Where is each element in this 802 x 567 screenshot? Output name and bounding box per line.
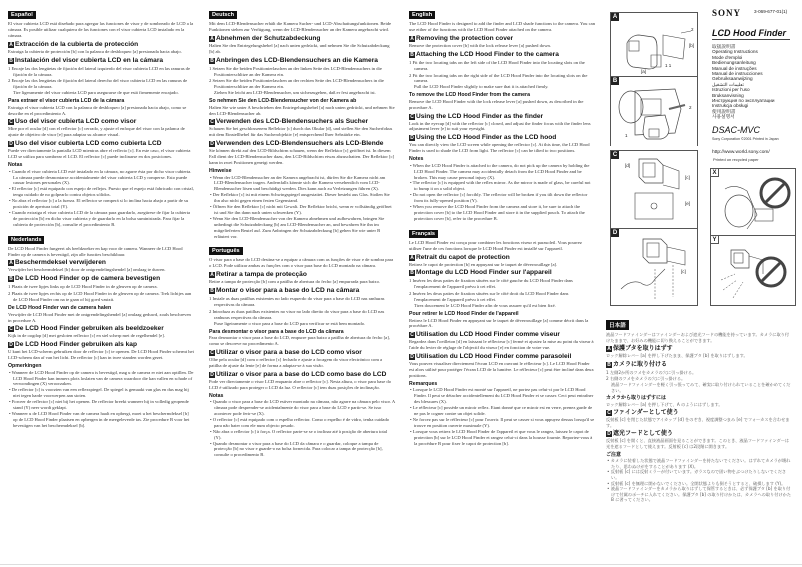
section-text: Kijk in de oogdop [d] met gesloten reflector [c] en stel scherp met de regelhendel [e]. (8, 333, 165, 339)
section-text: Extraiga el visor cubierta LCD con la palanca de desbloqueo [a] presionada hacia abajo, como se describe en el procedimiento A. (8, 104, 187, 116)
section-heading-c: C ファインダーとして使う (607, 410, 679, 417)
note-item: • Der Reflektor [c] ist mit einem Schwingspiegel ausgestattet. Dieser besteht aus Glas. Stoßen Sie ihn also nicht gegen einen festen Gegenstand. (210, 192, 390, 204)
section-text: Para desmontar o visor para a base do LCD, empurre para baixo a patilha de abertura do fecho [a], como se descreve no procedimento A. (209, 335, 390, 347)
step-2: 2 Encaje las dos lengüetas de fijación del lateral derecho del visor cubierta LCD en las ranuras de fijación de la cámara. (8, 78, 188, 90)
step-2-note: Puxe ligeiramente o visor para a base do LCD para verificar se está bem montado. (214, 320, 366, 326)
section-text: Remove the LCD Hood Finder with the lock release lever [a] pushed down, as described in the procedure A. (409, 98, 584, 110)
step-c-icon: C (9, 119, 13, 126)
section-heading-b: B Instalación del visor cubierta LCD en la cámara (9, 56, 164, 64)
subheading: カメラから取りはずすには (606, 395, 667, 402)
note-item: • Lorsque vous retirez le LCD Hood Finder de l'appareil et que vous le rangez, laissez le capot de protection [b] sur le LCD Hood Finder et rangez celui-ci dans la housse fournie. Reportez-vous à la procédure B pour fixer le capot de protection [b]. (410, 428, 593, 446)
section-heading-c: C Utilisation du LCD Hood Finder comme viseur (410, 331, 560, 339)
language-item: Operating Instructions (712, 49, 758, 55)
model-number: DSAC-MVC (712, 125, 761, 135)
note-item: • El reflector [c] está equipado con espejo de reflejos. Puesto que el espejo está fabricado con cristal, tenga cuidado de no golpearlo contra objetos sólidos. (9, 186, 194, 198)
section-heading-c: C Utilizar o visor para a base do LCD como visor (210, 349, 362, 357)
language-item: Инструкция по эксплуатации (712, 98, 775, 104)
intro-text: The LCD Hood Finder is designed to add the finder and LCD shade functions to the camera. You can use either of the functions with the LCD Hood Finder attached on the camera. (409, 21, 596, 32)
step-b-icon: B (210, 57, 214, 64)
column-deutsch-portugues (209, 0, 395, 567)
callout-b: [b] (689, 43, 695, 48)
figure-d (610, 228, 698, 306)
note-item: • Cuando extraiga el visor cubierta LCD de la cámara para guardarlo, asegúrese de fijar la cubierta de protección [b] en dicho visor cubierta y de guardarlo en la bolsa suministrada. Para fijar la cubierta de protección [b], consulte el procedimiento B. (9, 209, 191, 227)
notes-heading: Hinweise (209, 168, 232, 174)
section-heading-b: B Montar o visor para a base do LCD na câmara (210, 287, 360, 295)
japanese-section (606, 312, 791, 503)
section-text: Verwijder de LCD Hood Finder met de ontgrendelingshendel [a] omlaag geduwd, zoals beschreven in procedure A. (8, 311, 191, 323)
section-text: Mire por el ocular [d] con el reflector [c] cerrado, y ajuste el enfoque del visor con la palanca de ajuste de objetivo de visor [e] para adaptar su alcance visual. (8, 126, 185, 138)
step-1: 1 Encaje las dos lengüetas de fijación del lateral izquierdo del visor cubierta LCD en las ranuras de fijación de la cámara. (8, 65, 191, 77)
lcd-hood-usage-illustration-icon (611, 229, 699, 307)
section-heading-c: C De LCD Hood Finder gebruiken als beeldzoeker (9, 325, 164, 333)
step-1: 1 Fit the two locating tabs on the left side of the LCD Hood Finder into the locating slots on the camera. (409, 59, 585, 71)
section-text: Schauen Sie bei geschlossenem Reflektor [c] durch das Okular [d], und stellen Sie den Sucherfokus mit dem Einstellhebel für das Sucherobjektiv [e] entsprechend Ihrer Sehstärke ein. (209, 126, 393, 138)
section-heading-a: A Beschermdeksel verwijderen (9, 259, 106, 267)
language-list (712, 44, 775, 120)
step-2: 2 Insérez les deux pattes de fixation situées sur le côté droit du LCD Hood Finder dans l'emplacement de l'appareil prévu à cet effet. (409, 291, 569, 303)
step-b-icon: B (410, 51, 414, 58)
note-item: • Cuando el visor cubierta LCD esté instalado en la cámara, no agarre ésta por dicho visor cubierta. La cámara puede desmontarse accidentalmente del visor cubierta LCD y romperse. Esto puede causar lesiones personales (X). (9, 168, 192, 186)
lang-label-nederlands: Nederlands (8, 236, 44, 244)
step-c-icon: C (410, 332, 414, 339)
step-2: 2 Fit the two locating tabs on the right side of the LCD Hood Finder into the locating slots on the camera. (409, 72, 588, 84)
subheading: De LCD Hood Finder van de camera halen (8, 305, 112, 312)
step-c-icon: C (9, 326, 13, 333)
intro-text: Mit dem LCD-Blendensucher erhält die Kamera Sucher- und LCD-Abschattungsfunktionen. Beide Funktionen stehen zur Verfügung, wenn der LCD-Blendensucher an der Kamera angebracht wird. (209, 21, 392, 32)
document-title: LCD Hood Finder (712, 28, 790, 40)
callout-2: 2 (691, 27, 694, 32)
step-c-icon: C (210, 119, 214, 126)
language-item: 取扱説明書 (712, 44, 736, 49)
step-d-icon: D (9, 342, 13, 349)
section-text: U kunt het LCD-scherm gebruiken door de reflector [c] te openen. De LCD Hood Finder schermt het LCD-scherm dan af van het licht. De reflector [c] kan in twee standen worden gezet. (8, 349, 194, 361)
language-item: تعليمات التشغيل (712, 81, 744, 87)
section-text: Remove the protection cover [b] with the lock release lever [a] pushed down. (409, 42, 551, 48)
step-d-icon: D (410, 354, 414, 361)
column-figures-cover (602, 0, 802, 567)
step-d-icon: D (210, 371, 214, 378)
figure-b (610, 76, 698, 146)
step-d-icon: D (410, 135, 414, 142)
lang-label-english: English (409, 11, 435, 19)
section-heading-d: D 遮光フードとして使う (607, 431, 673, 438)
section-heading-a: A Retrait du capot de protection (410, 253, 510, 261)
subheading: To remove the LCD Hood Finder from the camera (409, 92, 530, 99)
section-text: Retirez le capot de protection [b] en appuyant sur le taquet de déverrouillage [a]. (409, 261, 558, 267)
section-text: Olhe pela ocular [d] com o reflector [c] fechado e ajuste a focagem do visor electrónico com a patilha de ajuste da lente [e] de forma a adaptar-se à sua visão. (209, 357, 383, 368)
step-2-note: Tire ligeramente del visor cubierta LCD para asegurarse de que está firmemente encajado. (13, 90, 179, 96)
note-item: • Wanneer u de LCD Hood Finder van de camera haalt en opbergt, moet u het beschermdeksel [b] op de LCD Hood Finder plaatsen en opbergen in de meegeleverde tas. Zie procedure B voor het bevestigen van het beschermdeksel [b]. (9, 410, 190, 428)
section-heading-d: D Using the LCD Hood Finder as the LCD hood (410, 134, 557, 142)
step-1: 1 Setzen Sie die beiden Positionierlaschen an der linken Seite des LCD-Blendensuchers in die Positionierschlitze an der Kamera ein. (209, 65, 382, 77)
column-english-francais (409, 0, 595, 567)
section-heading-d: D Utilisation du LCD Hood Finder comme parasoleil (410, 353, 572, 361)
lang-label-francais: Français (409, 230, 438, 238)
step-2: 2 Introduza as duas patilhas existentes no visor no lado direito do visor para a base do LCD nas ranhuras respectivas da câmara. (209, 309, 385, 320)
website-link[interactable]: http://www.world.sony.com/ (712, 150, 770, 155)
section-text: Extraiga la cubierta de protección [b] con la palanca de desbloqueo [a] presionada hacia abajo. (8, 48, 182, 54)
figure-c-label: C (612, 152, 618, 158)
notes-heading: Notas (209, 392, 224, 399)
section-text: Halten Sie den Entriegelungshebel [a] nach unten gedrückt, und nehmen Sie die Schutzabdeckung [b] ab. (209, 42, 390, 54)
step-b-icon: B (210, 288, 214, 295)
language-item: Manual de instrucciones (712, 71, 763, 77)
note-item: • Do not open the reflector [c] forcibly. The reflector will be broken if you tilt down the reflector from its fully-opened position (Y). (410, 192, 588, 204)
intro-text: De LCD Hood Finder fungeert als beeldzoeker en kap voor de camera. Wanneer de LCD Hood Finder op de camera is bevestigd, zijn alle functies beschikbaar. (8, 245, 183, 257)
section-text: ロック解除レバー [a] を押し下げて、A のようにはずします。 (606, 401, 723, 407)
section-heading-b: B Anbringen des LCD-Blendensuchers an die Kamera (210, 56, 378, 64)
step-1: 1 左側2か所のツメをカメラの穴に引っ掛ける。 (606, 369, 697, 375)
note-item: • No abra el reflector [c] a la fuerza. El reflector se romperá si lo inclina hacia abajo a partir de su posición de apertura total (Y). (9, 198, 189, 210)
callout-c: [c] (685, 175, 690, 180)
section-text: 反射板 [c] を開くと、直接液晶画面を見ることができます。このとき、液晶フードファインダーは光を遮るフードとして使えます。反射板 [c] は2段階に開きます。 (606, 438, 790, 450)
section-text: ロック解除レバー [a] を押し下げたまま、保護ブタ [b] を取りはずします。 (606, 353, 748, 359)
section-text: Vous pouvez visualiser directement l'écran LCD en ouvrant le réflecteur [c]. Le LCD Hood Finder est alors utilisé pour protéger l'écran LCD de la lumière. Le réflecteur [c] peut être incliné dans deux positions. (409, 361, 594, 378)
step-1: 1 Insérez les deux pattes de fixation situées sur le côté gauche du LCD Hood Finder dans l'emplacement de l'appareil prévu à cet effet. (409, 278, 573, 290)
notes-heading: Notas (8, 162, 23, 169)
intro-text: El visor cubierta LCD está diseñado para agregar las funciones de visor y de sombreado de LCD a la cámara. Es posible utilizar cualquiera de las funciones con el visor cubierta LCD instalado en la cámara. (8, 21, 194, 38)
language-item: Bedienungsanleitung (712, 60, 756, 66)
figure-a (610, 12, 698, 76)
step-2-note: 液晶フードファインダーを軽く引っ張ってみて、確実に取り付けられていることを確かめてください。 (611, 381, 791, 393)
subheading: So nehmen Sie den LCD-Blendensucher von der Kamera ab (209, 98, 357, 105)
step-c-icon: C (410, 113, 414, 120)
notes-heading: Notes (409, 156, 424, 163)
section-heading-b: B Montage du LCD Hood Finder sur l'appareil (410, 269, 552, 277)
part-number: 3-069-677-01(1) (754, 9, 788, 14)
step-2-note: Tirez doucement le LCD Hood Finder afin de vous assurer qu'il est bien fixé. (414, 303, 556, 309)
step-1: 1 Plaats de twee lipjes links op de LCD Hood Finder in de gleuven op de camera. (8, 284, 158, 290)
figure-x (710, 168, 796, 236)
step-2: 2 右側のツメをカメラの穴に引っ掛ける。 (606, 376, 686, 382)
callout-1: 1 (625, 133, 628, 138)
callout-1: 1 1 (665, 63, 672, 68)
section-heading-a: A Retirar a tampa de protecção (210, 271, 307, 279)
figure-a-label: A (612, 14, 618, 20)
step-1: 1 Instale as duas patilhas existentes no lado esquerdo do visor para a base do LCD nas ranhuras respectivas da câmara. (209, 296, 385, 308)
note-item: • Le réflecteur [c] possède un miroir reflex. Etant donné que ce miroir est en verre, prenez garde de ne pas le cogner contre un objet solide. (410, 405, 593, 416)
note-item: • Lorsque le LCD Hood Finder est monté sur l'appareil, ne portez pas celui-ci par le LCD Hood Finder. Il peut se détacher accidentellement du LCD Hood Finder et se casser. Ceci peut entraîner des blessures (X). (410, 387, 594, 405)
section-heading-a: A Removing the protection cover (410, 34, 514, 42)
subheading: Para desmontar o visor para a base do LCD da câmara (209, 328, 344, 335)
language-item: Bruksanvisning (712, 92, 744, 98)
step-a-icon: A (9, 260, 13, 267)
section-heading-c: C Uso del visor cubierta LCD como visor (9, 118, 137, 126)
intro-text: O visor para a base do LCD destina-se a equipar a câmara com as funções de visor e de sombra para o LCD. Pode utilizar ambas as funções com o visor para base do LCD montado na câmara. (209, 257, 394, 269)
section-text: 反射板 [c] を閉じた状態でアイカップ [d] をのぞき、視度調整つまみ [e] でフォーカスを合わせます。 (606, 417, 790, 428)
step-b-icon: B (9, 276, 13, 283)
note-item: • カメラに装着した状態で液晶フードファインダーを持たないでください。はずれてカメラが壊れたり、思わぬけがをすることがあります (X)。 (607, 458, 791, 469)
language-item: 사용설명서 (712, 114, 735, 120)
note-item: • When you remove the LCD Hood Finder from the camera and store it, be sure to attach the protection cover [b] to the LCD Hood Finder and store it in the supplied pouch. To attach the protection cover [b], refer to the procedure B. (410, 204, 585, 221)
notes-heading: Opmerkingen (8, 363, 42, 370)
note-item: • Quando o visor para a base do LCD estiver montado na câmara, não agarre na câmara pelo visor. A câmara pode desprender-se acidentalmente do visor para a base do LCD e partir-se. Se isso acontecer pode ferir-se (X). (210, 399, 395, 416)
section-heading-c: C Using the LCD Hood Finder as the finder (410, 112, 544, 120)
section-heading-b: B De LCD Hood Finder op de camera bevestigen (9, 275, 161, 283)
brand-logo: SONY (712, 8, 742, 18)
prohibited-tilting-illustration-icon (711, 236, 797, 306)
note-item: • 反射板 [c] を無理に開かないでください。全開状態よりも倒そうとすると、破損します (Y)。 (607, 480, 786, 486)
step-2: 2 Plaats de twee lipjes rechts op de LCD Hood Finder in de gleuven op de camera. Trek lichtjes aan de LCD Hood Finder om na te gaan of hij goed vastzit. (8, 291, 192, 303)
callout-e: [e] (685, 201, 691, 206)
section-text: Puede ver directamente la pantalla LCD mientras abre el reflecto [c]. En este caso, el visor cubierta LCD se utiliza para sombrear el LCD. El reflector [c] puede inclinarse en dos posiciones. (8, 148, 191, 160)
section-heading-d: D Verwenden des LCD-Blendensuchers als LCD-Blende (210, 140, 384, 148)
note-item: • Wenn Sie den LCD-Blendensucher von der Kamera abnehmen und aufbewahren, bringen Sie unbedingt die Schutzabdeckung [b] am LCD-Blendensucher an, und bewahren Sie ihn im mitgelieferten Beutel auf. Zum Anbringen der Schutzabdeckung [b] gehen Sie wie unter B erläutert vor. (210, 215, 385, 239)
section-text: Sie können direkt auf den LCD-Bildschirm schauen, wenn der Reflektor [c] geöffnet ist. In diesem Fall dient der LCD-Blendensucher dazu, den LCD-Bildschirm etwas abzuschatten. Der Reflektor [c] kann in zwei Positionen geneigt werden. (209, 148, 395, 166)
step-2-note: Pull the LCD Hood Finder slightly to make sure that it is attached firmly. (414, 84, 549, 90)
figure-c (610, 150, 698, 228)
prohibited-holding-illustration-icon (711, 169, 797, 237)
step-a-icon: A (607, 346, 611, 353)
section-text: Halten Sie wie unter A beschrieben den Entriegelungshebel [a] nach unten gedrückt, und nehmen Sie den LCD-Blendensucher ab. (209, 104, 395, 116)
section-heading-d: D De LCD Hood Finder gebruiken als kap (9, 341, 138, 349)
language-item: Instrukcja obsługi (712, 103, 749, 109)
callout-d: [d] (625, 163, 631, 168)
lang-label-japanese: 日本語 (606, 320, 629, 330)
recycled-paper-note: Printed on recycled paper (713, 157, 759, 162)
section-heading-d: D Utilizar o visor para a base do LCD como base do LCD (210, 370, 387, 378)
page-bottom-rule (0, 564, 802, 565)
note-item: • O reflector [c] está equipado com o espelho reflector. Como o espelho é de vidro, tenha cuidado para não bater com ele num objecto pesado. (210, 416, 390, 428)
lang-label-deutsch: Deutsch (209, 11, 237, 19)
step-d-icon: D (9, 141, 13, 148)
section-heading-b: B Attaching the LCD Hood Finder to the camera (410, 50, 559, 58)
note-item: • When the LCD Hood Finder is attached to the camera, do not pick up the camera by holding the LCD Hood Finder. The camera may accidentally detach from the LCD Hood Finder and be broken. This may cause personal injury (X). (410, 162, 590, 180)
note-item: • Quando desmontar o visor para a base do LCD da câmara e o guardar, coloque a tampa de protecção [b] no visor e guarde-o na bolsa fornecida. Para colocar a tampa de protecção [b], consulte o procedimento B. (210, 440, 383, 458)
step-d-icon: D (607, 431, 611, 438)
step-2-note: Ziehen Sie leicht am LCD-Blendensucher, um sicherzugehen, daß er fest angebracht ist. (214, 90, 376, 96)
step-a-icon: A (210, 272, 214, 279)
step-a-icon: A (9, 41, 13, 48)
section-text: You can directly view the LCD screen while opening the reflector [c]. At this time, the LCD Hood Finder is used to shade the LCD from light. The reflector [c] can be tilted to two positions. (409, 142, 590, 154)
note-item: • Wenn der LCD-Blendensucher an der Kamera angebracht ist, dürfen Sie die Kamera nicht am LCD-Blendensucher tragen. Andernfalls könnte sich die Kamera versehentlich vom LCD-Blendensucher lösen und beschädigt werden. Dies kann auch zu Verletzungen führen (X). (210, 174, 386, 192)
step-a-icon: A (410, 254, 414, 261)
intro-text: Le LCD Hood Finder est conçu pour combiner les fonctions viseur et parasoleil. Vous pourrez utiliser l'une de ces fonctions lorsque le LCD Hood Finder est installé sur l'appareil. (409, 239, 582, 251)
step-a-icon: A (410, 35, 414, 42)
step-b-icon: B (9, 57, 13, 64)
figure-y-label: Y (711, 236, 719, 244)
section-text: Verwijder het beschermdeksel [b] door de ontgrendelingshendel [a] omlaag te duwen. (8, 267, 166, 273)
subheading: Pour retirer le LCD Hood Finder de l'appareil (409, 311, 519, 317)
language-item: Gebruiksaanwijzing (712, 76, 753, 82)
note-item: • Forceer de reflector [c] niet bij het openen. De reflector breekt wanneer hij in volledig geopende stand (Y) neer wordt geklapt. (9, 399, 189, 411)
hood-finder-illustration-icon (611, 13, 699, 77)
note-item: • Wanneer de LCD Hood Finder op de camera is bevestigd, mag u de camera er niet aan optillen. De LCD Hood Finder kan immers plots loslaten van de camera waardoor die kan vallen en schade of verwondingen (X) veroorzaken. (9, 369, 194, 387)
step-a-icon: A (210, 35, 214, 42)
section-text: Retire a tampa de protecção [b] com a patilha de abertura do fecho [a] empurrada para baixo. (209, 279, 381, 285)
lang-label-espanol: Español (8, 11, 36, 19)
notes-heading: Remarques (409, 380, 438, 387)
note-item: • Não abra o reflector [c] à força. O reflector parte-se se o inclinar até à posição de abertura total (Y). (210, 428, 388, 440)
section-text: Regardez dans l'oeilleton [d] en laissant le réflecteur [c] fermé et ajustez la mise au point du viseur à l'aide du levier de réglage de l'objectif du viseur [e] en fonction de votre vue. (409, 339, 594, 351)
step-c-icon: C (210, 350, 214, 357)
callout-2: 2 (689, 105, 692, 110)
language-item: Istruzioni per l'uso (712, 87, 750, 93)
note-item: • 反射板 [c] には反射ミラーが付いています。ガラスなので固い物をぶつけたりしないでください。 (607, 469, 787, 480)
language-item: Manual de instruções (712, 65, 757, 71)
figure-b-label: B (612, 78, 618, 84)
lang-label-portugues: Português (209, 247, 243, 255)
column-espanol-nederlands (8, 0, 194, 567)
note-item: • De reflector [c] is voorzien van een reflexspiegel. De spiegel is gemaakt van glas en dus mag hij niet tegen harde voorwerpen aan stoten. (9, 387, 189, 399)
step-b-icon: B (410, 270, 414, 277)
section-text: Look in the eyecup [d] with the reflector [c] closed, and adjust the finder focus with the finder lens adjustment lever [e] to suit your eyesight. (409, 120, 591, 132)
step-c-icon: C (607, 410, 611, 417)
language-item: 使用說明書 (712, 108, 736, 114)
section-heading-a: A Extracción de la cubierta de protección (9, 40, 139, 48)
section-heading-a: A 保護ブタを取りはずす (607, 346, 673, 353)
step-b-icon: B (607, 361, 611, 368)
note-item: • 液晶フードファインダーをカメラから取りはずして保管するときは、必ず保護ブタ [b] を取り付けて付属のポーチに入れてください。保護ブタ [b] の取り付けかたは、カメラへの取り付けかた B に習ってください。 (607, 486, 791, 503)
note-item: • Öffnen Sie den Reflektor [c] nicht mit Gewalt. Der Reflektor bricht, wenn er vollständig geöffnet ist und Sie ihn dann nach unten schwenken (Y). (210, 204, 392, 215)
step-2: 2 Setzen Sie die beiden Positionierlaschen an der rechten Seite des LCD-Blendensuchers in die Positionierschlitze an der Kamera ein. (209, 78, 384, 90)
section-heading-d: D Uso del visor cubierta LCD como cubierta LCD (9, 140, 162, 148)
section-text: Pode ver directamente o visor LCD enquanto abre o reflector [c]. Nesta altura, o visor para base do LCD é utilizado para proteger o LCD da luz. O reflector [c] tem duas posições de inclinação. (209, 378, 392, 390)
notes-heading: ご注意 (606, 451, 622, 458)
copyright: Sony Corporation ©2001 Printed in Japan (712, 137, 779, 141)
callout-a: [a] (641, 69, 647, 74)
section-heading-b: B カメラに取り付ける (607, 361, 668, 368)
note-item: • The reflector [c] is equipped with the reflex mirror. As the mirror is made of glass, be careful not to bump it on a solid object. (410, 180, 591, 192)
language-item: Mode d'emploi (712, 54, 743, 60)
step-d-icon: D (210, 141, 214, 148)
subheading: Para extraer el visor cubierta LCD de la cámara (8, 98, 125, 105)
figure-y (710, 236, 796, 306)
section-heading-c: C Verwenden des LCD-Blendensuchers als Sucher (210, 118, 369, 126)
section-heading-a: A Abnehmen der Schutzabdeckung (210, 34, 321, 42)
callout-c: [c] (681, 269, 686, 274)
intro-text: 液晶フードファインダーはファインダーおよび遮光フードの機能を持っています。カメラに取り付けたままで、お好みの機能に切り換えることができます。 (606, 332, 790, 343)
note-item: • Ne forcez pas sur le réflecteur [c] pour l'ouvrir. Il peut se casser si vous appuyez dessus lorsqu'il se trouve en position ouverte maximale (Y). (410, 416, 595, 428)
figure-x-label: X (711, 169, 719, 177)
figure-d-label: D (612, 230, 618, 236)
section-text: Retirez le LCD Hood Finder en appuyant sur le taquet de déverrouillage [a] comme décrit dans la procédure A. (409, 317, 589, 329)
